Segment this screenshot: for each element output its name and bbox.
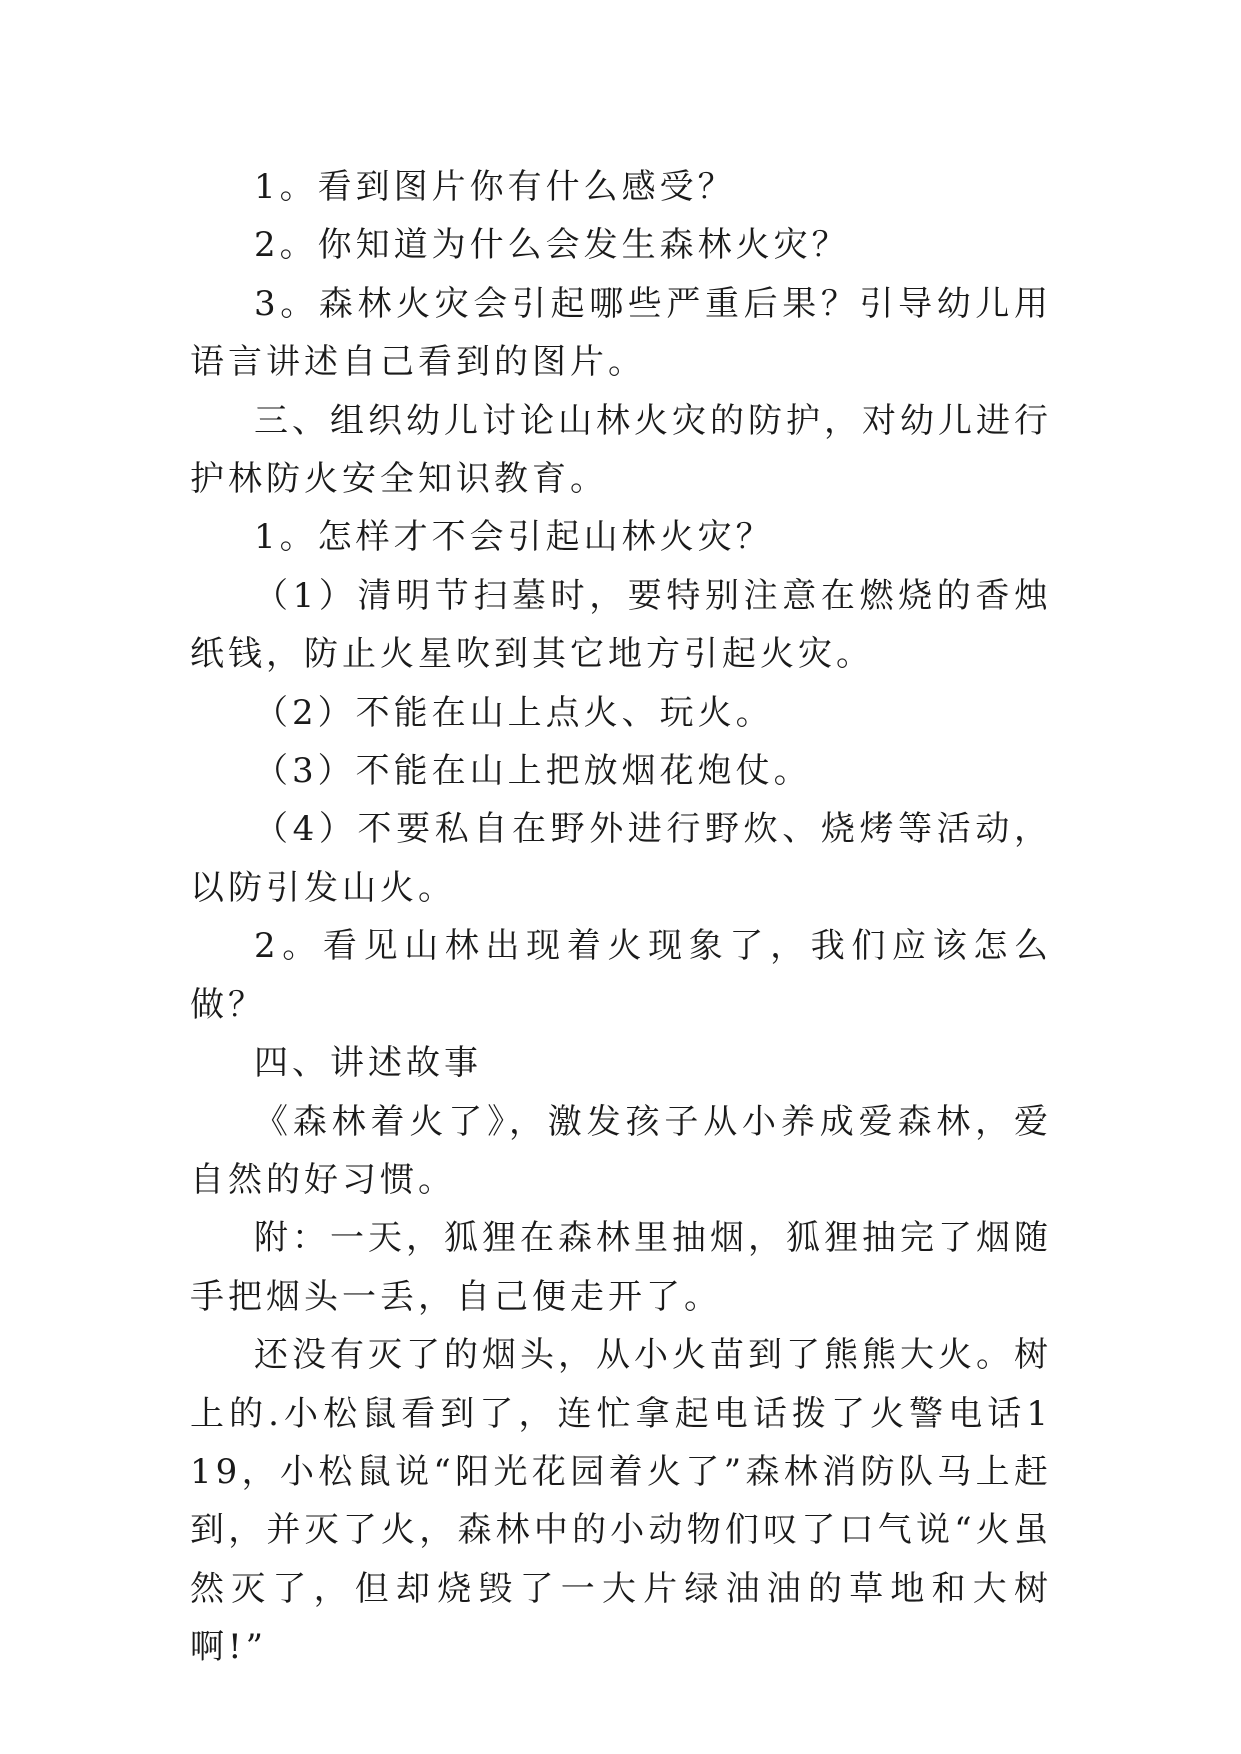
section-3-heading: 三、组织幼儿讨论山林火灾的防护，对幼儿进行护林防火安全知识教育。 — [190, 400, 1052, 500]
prevention-item-4: （4）不要私自在野外进行野炊、烧烤等活动，以防引发山火。 — [190, 809, 1052, 908]
prevention-item-3: （3）不能在山上把放烟花炮仗。 — [254, 751, 812, 792]
story-body-paragraph: 还没有灭了的烟头，从小火苗到了熊熊大火。树上的.小松鼠看到了，连忙拿起电话拨了火警电话119，小松鼠说“阳光花园着火了”森林消防队马上赶到，并灭了火，森林中的小动物们叹了口气说“火虽然灭了，但却烧毁了一大片绿油油的草地和大树啊!” — [190, 1335, 1052, 1668]
prevention-item-1: （1）清明节扫墓时，要特别注意在燃烧的香烛纸钱，防止火星吹到其它地方引起火灾。 — [190, 575, 1052, 675]
story-intro-paragraph: 《森林着火了》，激发孩子从小养成爱森林，爱自然的好习惯。 — [190, 1101, 1052, 1200]
document-body — [190, 158, 1052, 1677]
prevention-question-paragraph: 1。怎样才不会引起山林火灾？ — [254, 517, 774, 558]
question-3-paragraph: 3。森林火灾会引起哪些严重后果？引导幼儿用语言讲述自己看到的图片。 — [190, 283, 1052, 383]
question-2-paragraph: 2。你知道为什么会发生森林火灾？ — [254, 225, 850, 266]
story-appendix-paragraph: 附：一天，狐狸在森林里抽烟，狐狸抽完了烟随手把烟头一丢，自己便走开了。 — [190, 1218, 1052, 1317]
prevention-item-2: （2）不能在山上点火、玩火。 — [254, 692, 774, 733]
response-question-paragraph: 2。看见山林出现着火现象了，我们应该怎么做？ — [190, 926, 1052, 1025]
section-4-heading: 四、讲述故事 — [254, 1043, 482, 1084]
question-1-paragraph: 1。看到图片你有什么感受？ — [254, 167, 736, 207]
